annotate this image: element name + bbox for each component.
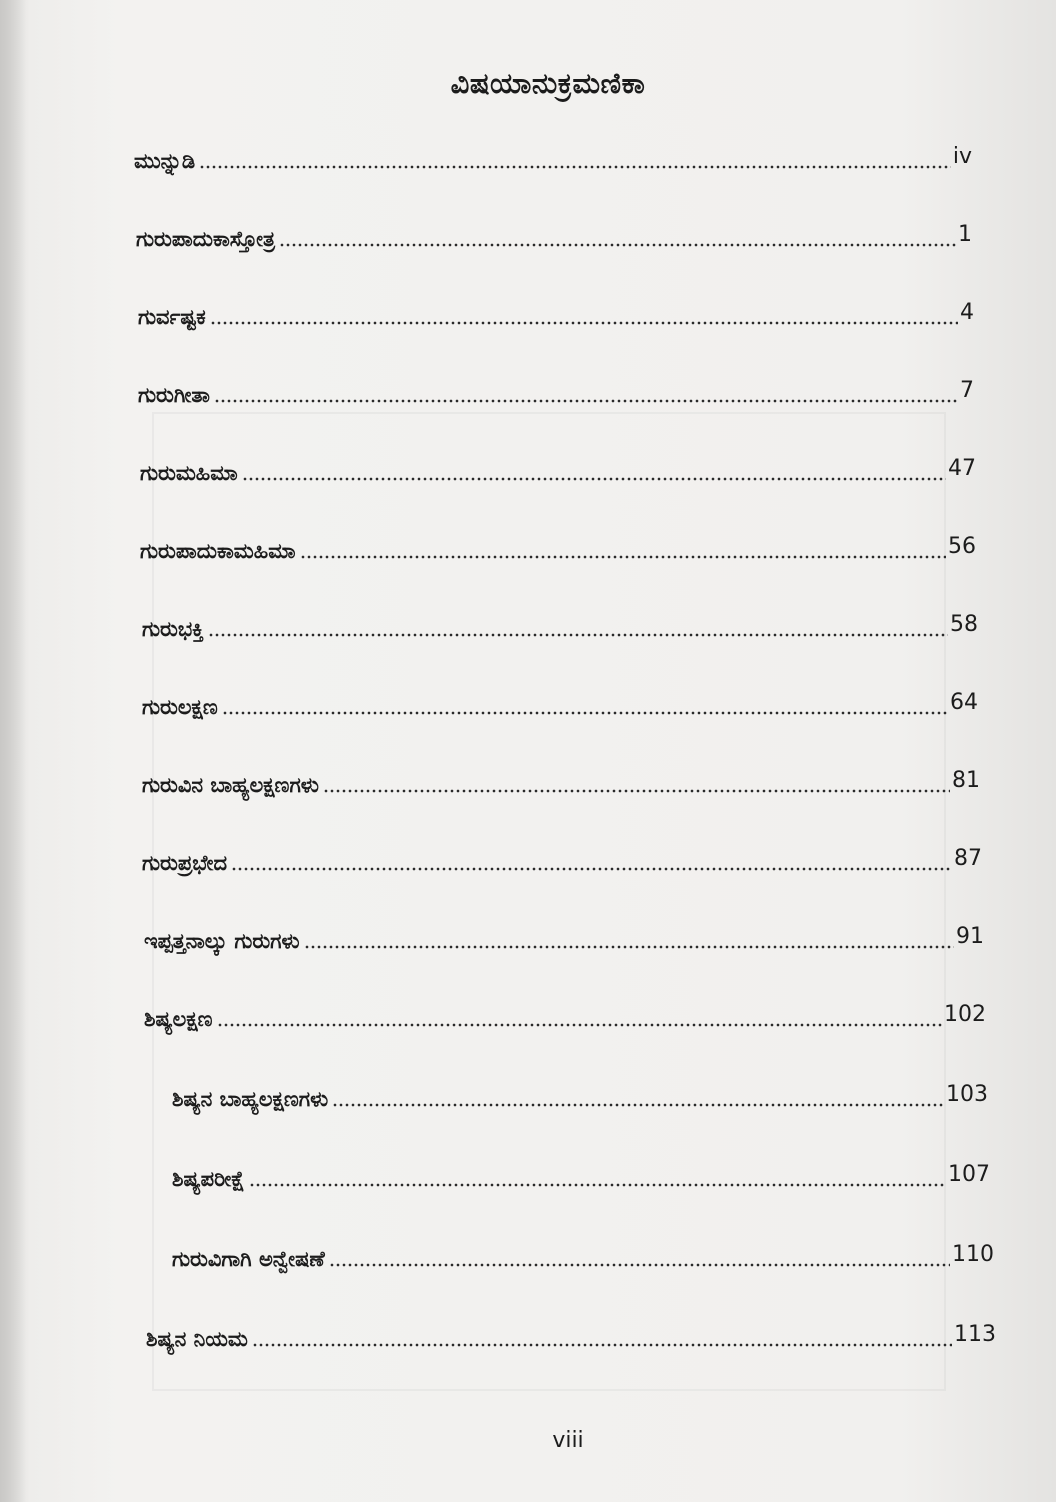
toc-entry [142, 684, 978, 720]
dot-leader [242, 470, 946, 482]
toc-entry [138, 294, 974, 330]
page-number: viii [552, 1428, 584, 1453]
toc-entry-label: ಗುರುಪಾದುಕಾಮಹಿಮಾ [140, 539, 296, 563]
toc-entry-label: ಶಿಷ್ಯನ ನಿಯಮ [146, 1327, 248, 1351]
toc-entry-page: 107 [948, 1162, 990, 1187]
toc-entry-label: ಶಿಷ್ಯನ ಬಾಹ್ಯಲಕ್ಷಣಗಳು [172, 1087, 329, 1111]
dot-leader [231, 860, 952, 872]
toc-entry-page: 110 [952, 1242, 994, 1267]
toc-entry [142, 606, 978, 642]
toc-entry-label: ಇಪ್ಪತ್ತನಾಲ್ಕು ಗುರುಗಳು [144, 929, 300, 953]
toc-entry-page: 47 [948, 456, 976, 481]
toc-entry [138, 372, 974, 408]
toc-entry-page: 58 [950, 612, 978, 637]
dot-leader [279, 236, 956, 248]
toc-entry [136, 216, 972, 252]
toc-entry-page: 87 [954, 846, 982, 871]
dot-leader [323, 782, 950, 794]
toc-entry [144, 918, 984, 954]
page-title: ವಿಷಯಾನುಕ್ರಮಣಿಕಾ [450, 66, 646, 100]
dot-leader [332, 1096, 944, 1108]
dot-leader [210, 314, 958, 326]
toc-entry [142, 762, 980, 798]
toc-entry [146, 1316, 996, 1352]
dot-leader [222, 704, 948, 716]
toc-entry-page: 4 [960, 300, 974, 325]
toc-entry-label: ಗುರುವಿಗಾಗಿ ಅನ್ವೇಷಣೆ [172, 1247, 325, 1271]
dot-leader [300, 548, 946, 560]
dot-leader [217, 1016, 942, 1028]
toc-entry-page: 1 [958, 222, 972, 247]
toc-entry-page: 64 [950, 690, 978, 715]
toc-entry [172, 1156, 990, 1192]
toc-entry-page: iv [952, 144, 972, 169]
toc-entry [134, 138, 972, 174]
toc-entry [172, 1236, 994, 1272]
toc-entry-label: ಗುರುಲಕ್ಷಣ [142, 695, 218, 719]
toc-entry-page: 7 [960, 378, 974, 403]
toc-entry-page: 113 [954, 1322, 996, 1347]
dot-leader [249, 1176, 946, 1188]
toc-entry [142, 840, 982, 876]
toc-entry-label: ಗುರುವಿನ ಬಾಹ್ಯಲಕ್ಷಣಗಳು [142, 773, 319, 797]
dot-leader [214, 392, 958, 404]
toc-entry-label: ಗುರುಪ್ರಭೇದ [142, 851, 228, 875]
toc-entry-label: ಗುರುಪಾದುಕಾಸ್ತೋತ್ರ [136, 227, 276, 251]
dot-leader [199, 158, 951, 170]
toc-entry-label: ಗುರುಮಹಿಮಾ [140, 461, 238, 485]
toc-entry-label: ಗುರುಗೀತಾ [138, 383, 210, 407]
dot-leader [252, 1336, 952, 1348]
toc-entry-label: ಮುನ್ನುಡಿ [134, 149, 196, 173]
toc-entry [144, 996, 986, 1032]
toc-entry [172, 1076, 988, 1112]
toc-entry-page: 102 [944, 1002, 986, 1027]
toc-entry [140, 450, 976, 486]
toc-entry-label: ಶಿಷ್ಯಪರೀಕ್ಷೆ [172, 1167, 245, 1191]
toc-entry-label: ಗುರ್ವಷ್ಟಕ [138, 305, 206, 329]
toc-entry-page: 103 [946, 1082, 988, 1107]
dot-leader [304, 938, 954, 950]
toc-entry-page: 91 [956, 924, 984, 949]
toc-entry-label: ಶಿಷ್ಯಲಕ್ಷಣ [144, 1007, 213, 1031]
dot-leader [329, 1256, 950, 1268]
toc-entry [140, 528, 976, 564]
binding-shadow [0, 0, 26, 1502]
toc-entry-label: ಗುರುಭಕ್ತಿ [142, 617, 204, 641]
dot-leader [208, 626, 948, 638]
toc-entry-page: 81 [952, 768, 980, 793]
toc-entry-page: 56 [948, 534, 976, 559]
